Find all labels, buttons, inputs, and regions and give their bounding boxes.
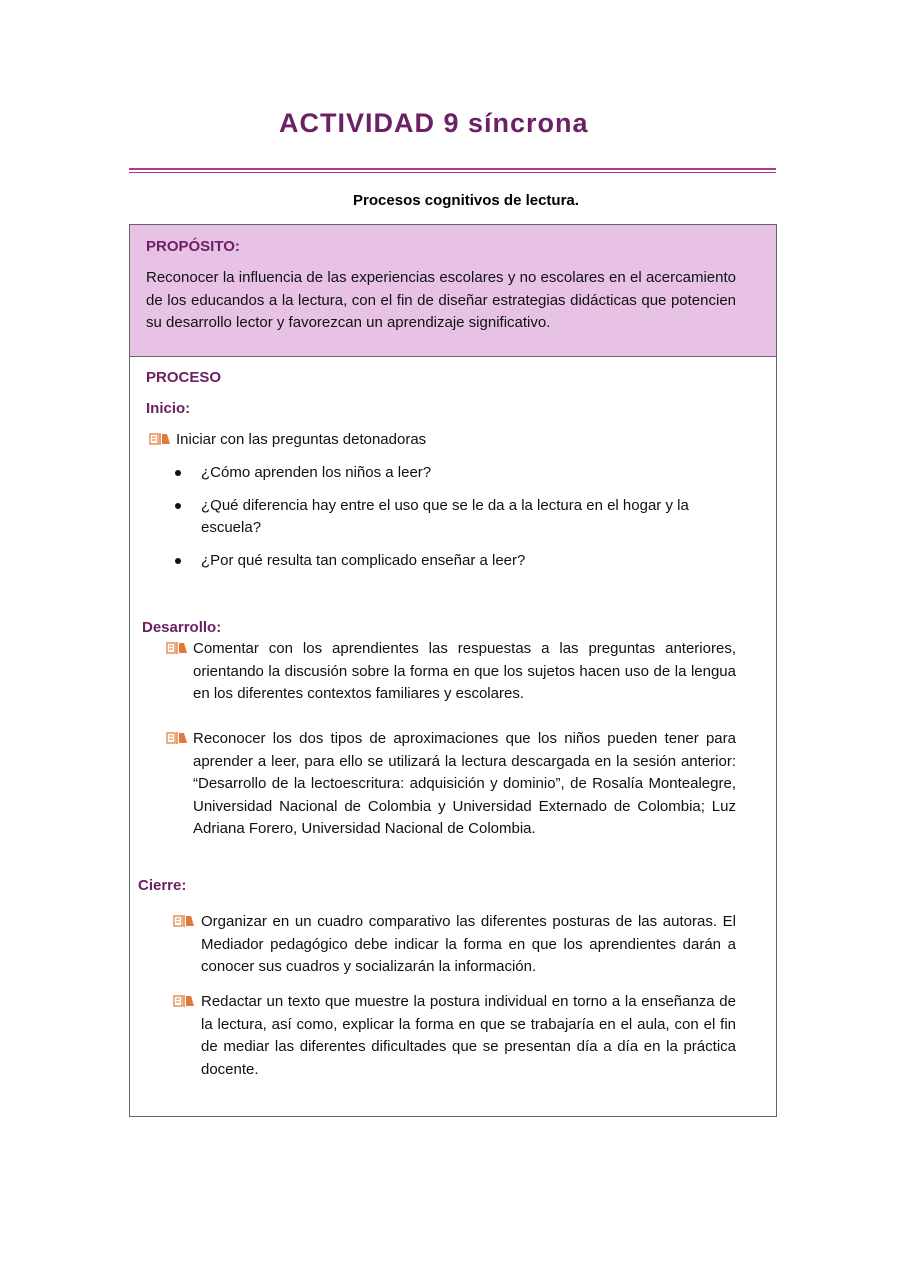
page-title: ACTIVIDAD 9 síncrona: [279, 108, 589, 138]
purpose-text: Reconocer la influencia de las experiencias escolares y no escolares en el acercamiento de los educandos a la lectura, con el fin de diseñar estrategias didácticas que potencien su desarrollo lector y favorezcan un aprendizaje significativo.: [146, 269, 736, 331]
book-icon: [149, 432, 171, 446]
cierre-item-2: Redactar un texto que muestre la postura individual en torno a la enseñanza de la lectura, así como, explicar la forma en que se trabajaría en el aula, con el fin de mediar las diferentes dificultades que se presentan día a día en la práctica docente.: [201, 993, 736, 1078]
inicio-lead: Iniciar con las preguntas detonadoras: [176, 431, 427, 448]
purpose-heading: PROPÓSITO:: [146, 238, 240, 255]
book-icon: [173, 994, 195, 1008]
inicio-heading: Inicio:: [146, 400, 191, 417]
title-rule-bottom: [129, 172, 776, 173]
book-icon: [166, 641, 188, 655]
cierre-heading: Cierre:: [138, 877, 187, 894]
inicio-question-2: ¿Qué diferencia hay entre el uso que se le da a la lectura en el hogar y la escuela?: [201, 497, 689, 536]
desarrollo-heading: Desarrollo:: [142, 619, 222, 636]
purpose-section: [130, 225, 776, 357]
book-icon: [173, 914, 195, 928]
desarrollo-item-1: Comentar con los aprendientes las respuestas a las preguntas anteriores, orientando la discusión sobre la forma en que los sujetos hacen uso de la lengua en los diferentes contextos familiares y escolares.: [193, 640, 736, 702]
inicio-question-3: ¿Por qué resulta tan complicado enseñar a leer?: [201, 552, 526, 569]
process-heading: PROCESO: [146, 369, 222, 386]
bullet-dot: [175, 470, 181, 476]
cierre-item-1: Organizar en un cuadro comparativo las diferentes posturas de las autoras. El Mediador pedagógico debe indicar la forma en que los aprendientes darán a conocer sus cuadros y socializarán la información.: [201, 913, 736, 975]
subtitle: Procesos cognitivos de lectura.: [353, 192, 579, 209]
inicio-question-1: ¿Cómo aprenden los niños a leer?: [201, 464, 432, 481]
bullet-dot: [175, 503, 181, 509]
desarrollo-item-2: Reconocer los dos tipos de aproximaciones que los niños pueden tener para aprender a leer, para ello se utilizará la lectura descargada en la sesión anterior: “Desarrollo de la lectoescritura: adquisición y dominio”, de Rosalía Montealegre, Universidad Nacional de Colombia y Universidad Externado de Colombia; Luz Adriana Forero, Universidad Nacional de Colombia.: [193, 730, 736, 837]
bullet-dot: [175, 558, 181, 564]
book-icon: [166, 731, 188, 745]
title-rule-top: [129, 168, 776, 170]
activity-table: [129, 224, 777, 1117]
